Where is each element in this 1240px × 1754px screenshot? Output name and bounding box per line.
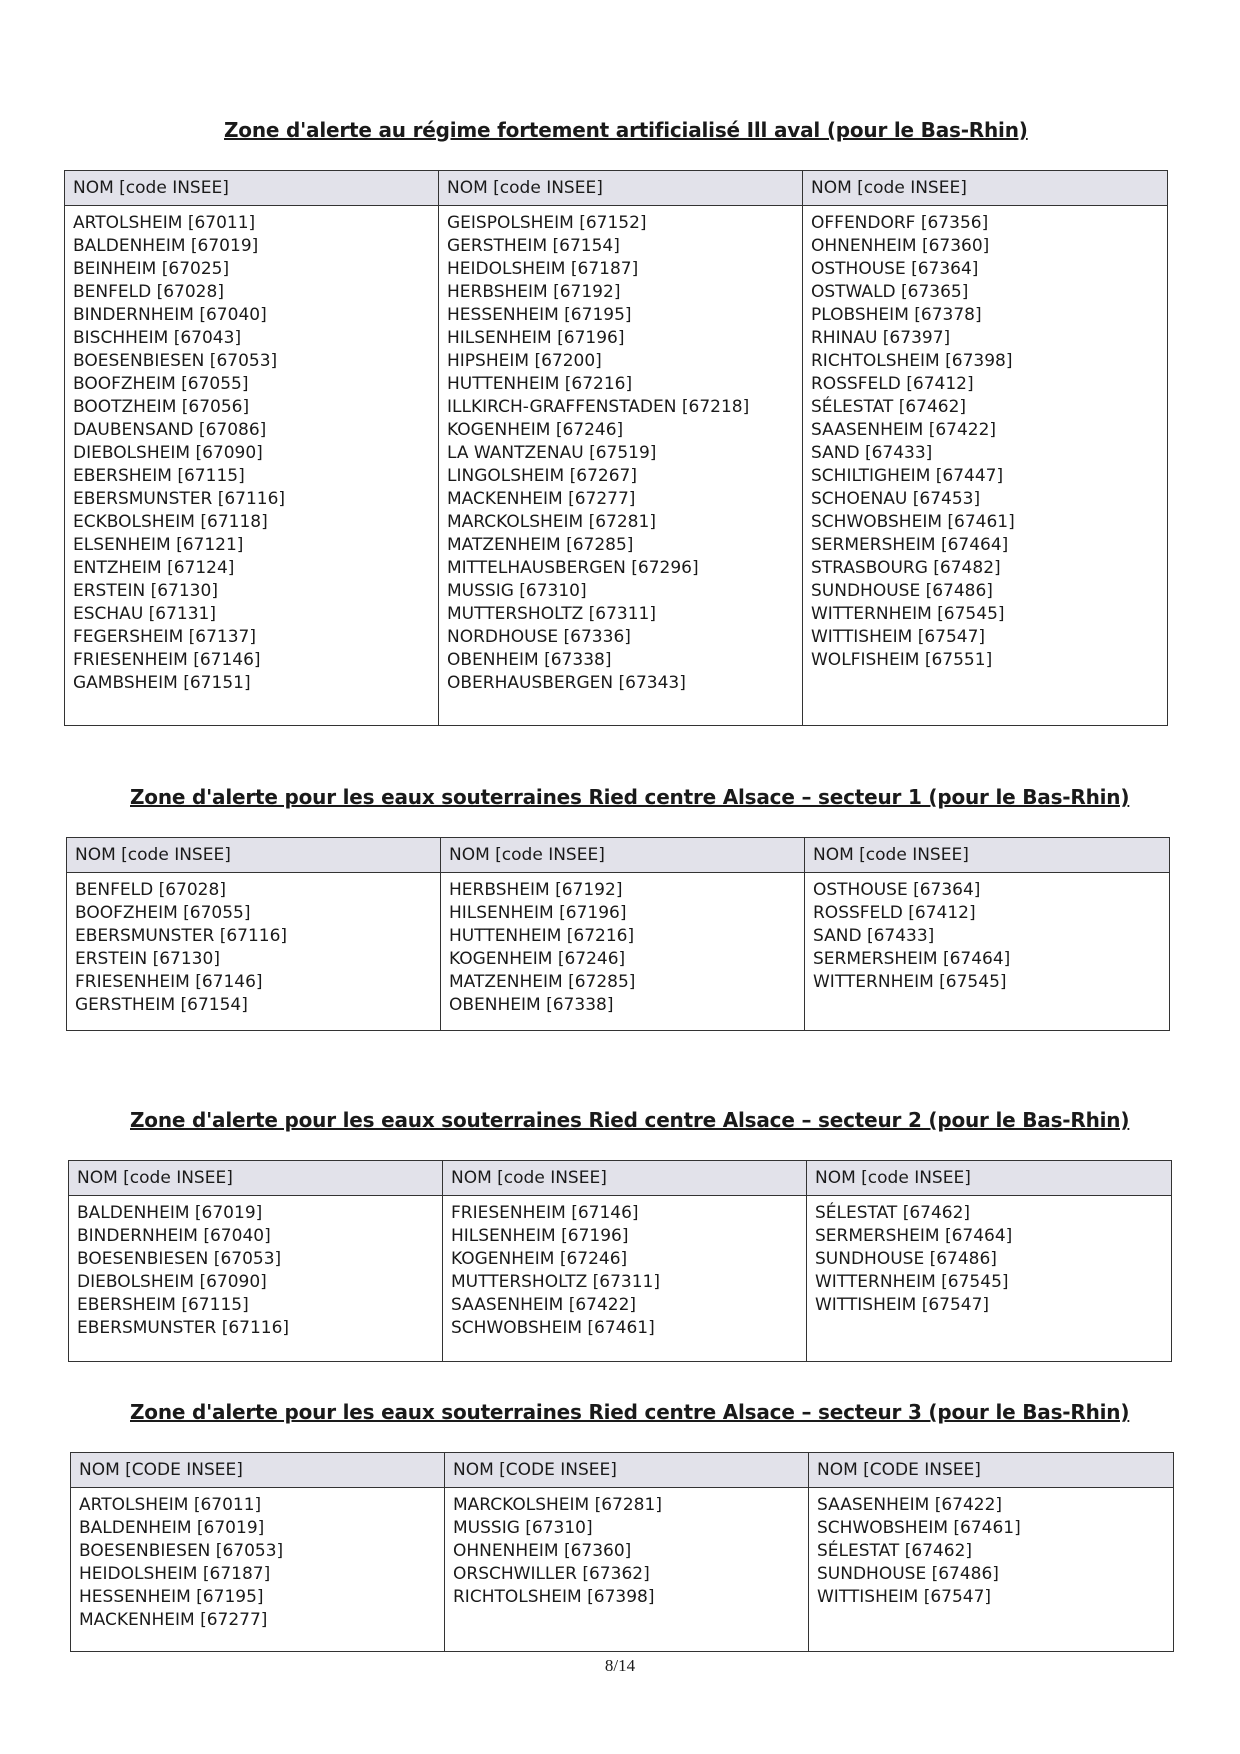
commune-table-ill-aval xyxy=(64,170,1168,726)
commune-entry: ESCHAU [67131] xyxy=(73,604,217,624)
commune-column xyxy=(443,1196,807,1362)
column-header: NOM [code INSEE] xyxy=(65,171,439,206)
commune-table-ried-secteur-2 xyxy=(68,1160,1172,1362)
commune-entry: SERMERSHEIM [67464] xyxy=(811,535,1009,555)
commune-entry: OBENHEIM [67338] xyxy=(449,995,614,1015)
commune-entry: ELSENHEIM [67121] xyxy=(73,535,244,555)
commune-entry: BOESENBIESEN [67053] xyxy=(79,1541,284,1561)
commune-entry: HILSENHEIM [67196] xyxy=(449,903,627,923)
commune-entry: KOGENHEIM [67246] xyxy=(449,949,626,969)
commune-entry: WITTISHEIM [67547] xyxy=(811,627,986,647)
commune-entry: HEIDOLSHEIM [67187] xyxy=(447,259,639,279)
commune-entry: SUNDHOUSE [67486] xyxy=(815,1249,997,1269)
commune-entry: SAASENHEIM [67422] xyxy=(451,1295,637,1315)
table-body-row xyxy=(67,873,1170,1031)
commune-entry: HESSENHEIM [67195] xyxy=(447,305,632,325)
table-header-row xyxy=(67,838,1170,873)
commune-entry: SAASENHEIM [67422] xyxy=(817,1495,1003,1515)
commune-entry: EBERSMUNSTER [67116] xyxy=(73,489,286,509)
commune-entry: BALDENHEIM [67019] xyxy=(73,236,259,256)
commune-entry: PLOBSHEIM [67378] xyxy=(811,305,982,325)
commune-entry: MACKENHEIM [67277] xyxy=(447,489,636,509)
commune-column xyxy=(65,206,439,726)
commune-entry: BEINHEIM [67025] xyxy=(73,259,230,279)
commune-entry: ARTOLSHEIM [67011] xyxy=(79,1495,262,1515)
page-number: 8/14 xyxy=(604,1656,636,1675)
commune-entry: MACKENHEIM [67277] xyxy=(79,1610,268,1630)
commune-entry: SCHWOBSHEIM [67461] xyxy=(811,512,1015,532)
commune-entry: SCHWOBSHEIM [67461] xyxy=(817,1518,1021,1538)
commune-entry: HILSENHEIM [67196] xyxy=(447,328,625,348)
commune-entry: BOOFZHEIM [67055] xyxy=(73,374,249,394)
commune-entry: EBERSMUNSTER [67116] xyxy=(77,1318,290,1338)
commune-table-ried-secteur-1 xyxy=(66,837,1170,1031)
commune-entry: OBERHAUSBERGEN [67343] xyxy=(447,673,686,693)
commune-entry: SÉLESTAT [67462] xyxy=(811,397,967,417)
commune-entry: MUSSIG [67310] xyxy=(447,581,587,601)
commune-entry: HERBSHEIM [67192] xyxy=(449,880,623,900)
commune-entry: OSTHOUSE [67364] xyxy=(813,880,981,900)
commune-entry: ERSTEIN [67130] xyxy=(73,581,218,601)
table-body-row xyxy=(69,1196,1172,1362)
commune-entry: GERSTHEIM [67154] xyxy=(447,236,620,256)
commune-entry: FRIESENHEIM [67146] xyxy=(75,972,263,992)
commune-entry: OSTHOUSE [67364] xyxy=(811,259,979,279)
table-body-row xyxy=(71,1488,1174,1652)
commune-entry: HUTTENHEIM [67216] xyxy=(447,374,633,394)
commune-entry: MARCKOLSHEIM [67281] xyxy=(447,512,656,532)
commune-entry: EBERSHEIM [67115] xyxy=(73,466,245,486)
commune-entry: BALDENHEIM [67019] xyxy=(77,1203,263,1223)
commune-entry: SERMERSHEIM [67464] xyxy=(813,949,1011,969)
column-header: NOM [code INSEE] xyxy=(441,838,805,873)
commune-entry: ILLKIRCH-GRAFFENSTADEN [67218] xyxy=(447,397,750,417)
commune-entry: SCHWOBSHEIM [67461] xyxy=(451,1318,655,1338)
commune-entry: SUNDHOUSE [67486] xyxy=(817,1564,999,1584)
commune-entry: LINGOLSHEIM [67267] xyxy=(447,466,637,486)
commune-entry: MARCKOLSHEIM [67281] xyxy=(453,1495,662,1515)
commune-entry: KOGENHEIM [67246] xyxy=(447,420,624,440)
commune-entry: BOOTZHEIM [67056] xyxy=(73,397,250,417)
commune-entry: MATZENHEIM [67285] xyxy=(447,535,634,555)
commune-entry: BENFELD [67028] xyxy=(75,880,226,900)
commune-entry: BISCHHEIM [67043] xyxy=(73,328,242,348)
column-header: NOM [code INSEE] xyxy=(439,171,803,206)
commune-entry: NORDHOUSE [67336] xyxy=(447,627,631,647)
commune-entry: BINDERNHEIM [67040] xyxy=(77,1226,271,1246)
commune-entry: ECKBOLSHEIM [67118] xyxy=(73,512,268,532)
commune-entry: MITTELHAUSBERGEN [67296] xyxy=(447,558,699,578)
commune-entry: OSTWALD [67365] xyxy=(811,282,969,302)
commune-entry: SAND [67433] xyxy=(811,443,933,463)
table-header-row xyxy=(71,1453,1174,1488)
table-body-row xyxy=(65,206,1168,726)
column-header: NOM [code INSEE] xyxy=(803,171,1168,206)
commune-entry: RICHTOLSHEIM [67398] xyxy=(811,351,1013,371)
commune-entry: WITTERNHEIM [67545] xyxy=(815,1272,1009,1292)
commune-entry: BOOFZHEIM [67055] xyxy=(75,903,251,923)
commune-entry: GEISPOLSHEIM [67152] xyxy=(447,213,647,233)
commune-entry: DIEBOLSHEIM [67090] xyxy=(77,1272,267,1292)
commune-entry: LA WANTZENAU [67519] xyxy=(447,443,657,463)
column-header: NOM [code INSEE] xyxy=(67,838,441,873)
commune-entry: WITTISHEIM [67547] xyxy=(817,1587,992,1607)
column-header: NOM [code INSEE] xyxy=(805,838,1170,873)
commune-entry: STRASBOURG [67482] xyxy=(811,558,1001,578)
commune-column xyxy=(445,1488,809,1652)
commune-entry: GERSTHEIM [67154] xyxy=(75,995,248,1015)
commune-entry: WITTERNHEIM [67545] xyxy=(813,972,1007,992)
column-header: NOM [code INSEE] xyxy=(443,1161,807,1196)
commune-entry: FEGERSHEIM [67137] xyxy=(73,627,256,647)
commune-entry: SCHILTIGHEIM [67447] xyxy=(811,466,1004,486)
commune-column xyxy=(809,1488,1174,1652)
commune-entry: HUTTENHEIM [67216] xyxy=(449,926,635,946)
section-title-ried-secteur-2: Zone d'alerte pour les eaux souterraines Ried centre Alsace – secteur 2 (pour le Bas-Rhin) xyxy=(130,1108,1130,1132)
commune-entry: ROSSFELD [67412] xyxy=(813,903,976,923)
commune-entry: SÉLESTAT [67462] xyxy=(817,1541,973,1561)
commune-entry: HERBSHEIM [67192] xyxy=(447,282,621,302)
commune-entry: WOLFISHEIM [67551] xyxy=(811,650,993,670)
commune-entry: ROSSFELD [67412] xyxy=(811,374,974,394)
commune-entry: MATZENHEIM [67285] xyxy=(449,972,636,992)
commune-column xyxy=(441,873,805,1031)
section-title-ill-aval: Zone d'alerte au régime fortement artificialisé Ill aval (pour le Bas-Rhin) xyxy=(224,118,1028,142)
commune-entry: BENFELD [67028] xyxy=(73,282,224,302)
commune-entry: BALDENHEIM [67019] xyxy=(79,1518,265,1538)
commune-entry: WITTERNHEIM [67545] xyxy=(811,604,1005,624)
commune-entry: ENTZHEIM [67124] xyxy=(73,558,235,578)
commune-entry: FRIESENHEIM [67146] xyxy=(73,650,261,670)
commune-entry: SERMERSHEIM [67464] xyxy=(815,1226,1013,1246)
commune-entry: GAMBSHEIM [67151] xyxy=(73,673,251,693)
commune-entry: SUNDHOUSE [67486] xyxy=(811,581,993,601)
section-title-ried-secteur-1: Zone d'alerte pour les eaux souterraines Ried centre Alsace – secteur 1 (pour le Bas-Rhin) xyxy=(130,785,1130,809)
column-header: NOM [CODE INSEE] xyxy=(445,1453,809,1488)
commune-entry: OHNENHEIM [67360] xyxy=(453,1541,632,1561)
commune-entry: HEIDOLSHEIM [67187] xyxy=(79,1564,271,1584)
commune-entry: HIPSHEIM [67200] xyxy=(447,351,602,371)
commune-entry: BOESENBIESEN [67053] xyxy=(77,1249,282,1269)
commune-entry: OBENHEIM [67338] xyxy=(447,650,612,670)
commune-entry: BOESENBIESEN [67053] xyxy=(73,351,278,371)
commune-column xyxy=(71,1488,445,1652)
commune-entry: OFFENDORF [67356] xyxy=(811,213,989,233)
commune-entry: BINDERNHEIM [67040] xyxy=(73,305,267,325)
column-header: NOM [code INSEE] xyxy=(69,1161,443,1196)
column-header: NOM [CODE INSEE] xyxy=(809,1453,1174,1488)
commune-column xyxy=(807,1196,1172,1362)
commune-entry: ERSTEIN [67130] xyxy=(75,949,220,969)
commune-column xyxy=(69,1196,443,1362)
commune-table-ried-secteur-3 xyxy=(70,1452,1174,1652)
commune-entry: KOGENHEIM [67246] xyxy=(451,1249,628,1269)
commune-entry: MUTTERSHOLTZ [67311] xyxy=(451,1272,660,1292)
column-header: NOM [code INSEE] xyxy=(807,1161,1172,1196)
commune-entry: SCHOENAU [67453] xyxy=(811,489,981,509)
commune-entry: OHNENHEIM [67360] xyxy=(811,236,990,256)
column-header: NOM [CODE INSEE] xyxy=(71,1453,445,1488)
commune-column xyxy=(805,873,1170,1031)
commune-column xyxy=(67,873,441,1031)
commune-entry: DAUBENSAND [67086] xyxy=(73,420,267,440)
commune-entry: SAASENHEIM [67422] xyxy=(811,420,997,440)
commune-entry: RICHTOLSHEIM [67398] xyxy=(453,1587,655,1607)
commune-entry: ORSCHWILLER [67362] xyxy=(453,1564,650,1584)
commune-entry: HESSENHEIM [67195] xyxy=(79,1587,264,1607)
commune-entry: SÉLESTAT [67462] xyxy=(815,1203,971,1223)
commune-entry: EBERSHEIM [67115] xyxy=(77,1295,249,1315)
commune-entry: MUSSIG [67310] xyxy=(453,1518,593,1538)
table-header-row xyxy=(65,171,1168,206)
commune-column xyxy=(439,206,803,726)
commune-entry: DIEBOLSHEIM [67090] xyxy=(73,443,263,463)
section-title-ried-secteur-3: Zone d'alerte pour les eaux souterraines Ried centre Alsace – secteur 3 (pour le Bas-Rhin) xyxy=(130,1400,1130,1424)
commune-entry: MUTTERSHOLTZ [67311] xyxy=(447,604,656,624)
commune-entry: WITTISHEIM [67547] xyxy=(815,1295,990,1315)
commune-entry: FRIESENHEIM [67146] xyxy=(451,1203,639,1223)
commune-entry: ARTOLSHEIM [67011] xyxy=(73,213,256,233)
commune-entry: HILSENHEIM [67196] xyxy=(451,1226,629,1246)
commune-entry: EBERSMUNSTER [67116] xyxy=(75,926,288,946)
commune-column xyxy=(803,206,1168,726)
commune-entry: RHINAU [67397] xyxy=(811,328,951,348)
table-header-row xyxy=(69,1161,1172,1196)
commune-entry: SAND [67433] xyxy=(813,926,935,946)
